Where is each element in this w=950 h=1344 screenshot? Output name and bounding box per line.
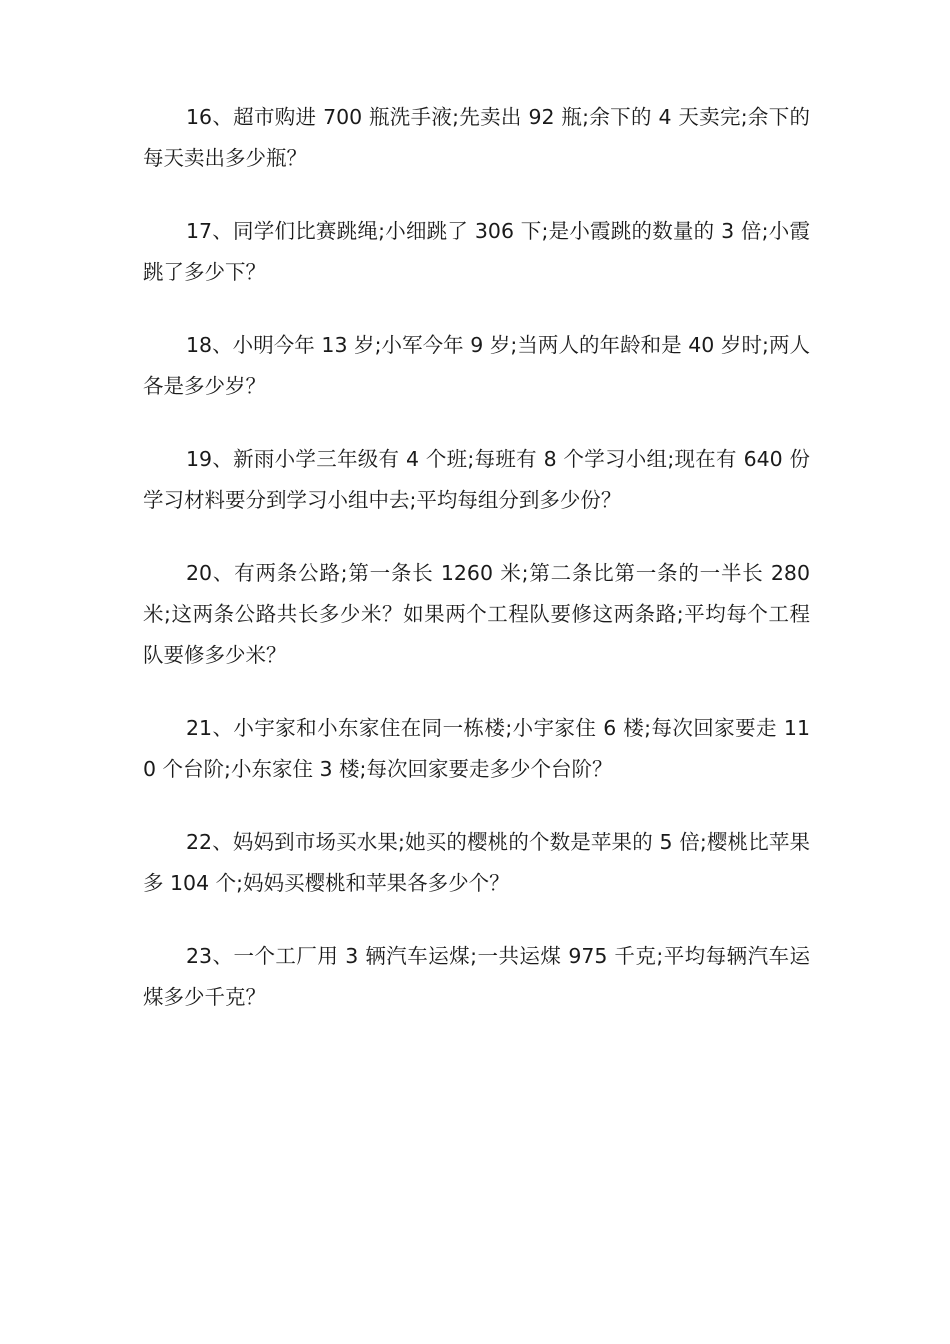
problem-17: 17、同学们比赛跳绳;小细跳了 306 下;是小霞跳的数量的 3 倍;小霞跳了多少下？ <box>143 219 810 284</box>
problem-23: 23、一个工厂用 3 辆汽车运煤;一共运煤 975 千克;平均每辆汽车运煤多少千克？ <box>143 944 810 1009</box>
problem-19: 19、新雨小学三年级有 4 个班;每班有 8 个学习小组;现在有 640 份学习材料要分到学习小组中去;平均每组分到多少份？ <box>143 447 810 512</box>
problem-22: 22、妈妈到市场买水果;她买的樱桃的个数是苹果的 5 倍;樱桃比苹果多 104 个;妈妈买樱桃和苹果各多少个？ <box>143 830 810 895</box>
problem-16: 16、超市购进 700 瓶洗手液;先卖出 92 瓶;余下的 4 天卖完;余下的每天卖出多少瓶？ <box>143 105 810 170</box>
problem-18: 18、小明今年 13 岁;小军今年 9 岁;当两人的年龄和是 40 岁时;两人各是多少岁？ <box>143 333 810 398</box>
problem-list <box>143 97 810 1050</box>
problem-20: 20、有两条公路;第一条长 1260 米;第二条比第一条的一半长 280 米;这两条公路共长多少米？如果两个工程队要修这两条路;平均每个工程队要修多少米？ <box>143 561 810 667</box>
problem-21: 21、小宇家和小东家住在同一栋楼;小宇家住 6 楼;每次回家要走 110 个台阶;小东家住 3 楼;每次回家要走多少个台阶？ <box>143 716 810 781</box>
